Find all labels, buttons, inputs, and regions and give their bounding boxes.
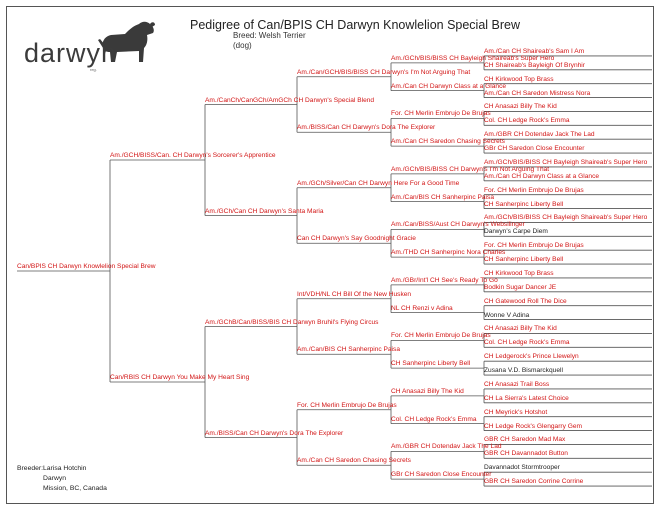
pedigree-node-gen3: Am./Can/GCH/BIS/BISS CH Darwyn's I'm Not Arguing That xyxy=(297,68,471,76)
pedigree-node-gen5: CH Kirkwood Top Brass xyxy=(484,269,554,277)
pedigree-node-gen5: CH Anasazi Trail Boss xyxy=(484,380,550,388)
pedigree-node-gen2: Am./BISS/Can CH Darwyn's Dora The Explorer xyxy=(205,429,344,437)
breeder-location: Mission, BC, Canada xyxy=(43,485,107,492)
pedigree-node-gen4: For. CH Merlin Embrujo De Brujas xyxy=(391,110,491,118)
pedigree-node-gen4: Am./GCh/BIS/BISS CH Bayleigh Shaireab's Super Hero xyxy=(391,54,555,62)
pedigree-node-gen5: CH Sanherpinc Liberty Bell xyxy=(484,256,564,264)
pedigree-node-gen5: For. CH Merlin Embrujo De Brujas xyxy=(484,242,584,250)
breeder-name: Larisa Hotchin xyxy=(43,465,87,472)
pedigree-node-gen4: CH Anasazi Billy The Kid xyxy=(391,387,464,395)
pedigree-node-gen5: Col. CH Ledge Rock's Emma xyxy=(484,339,570,347)
pedigree-node-gen0: Can/BPIS CH Darwyn Knowlelion Special Brew xyxy=(17,263,156,270)
pedigree-node-gen2: Am./CanCh/CanGCh/AmGCh CH Darwyn's Special Blend xyxy=(205,96,375,104)
pedigree-node-gen5: GBR CH Davannadot Button xyxy=(484,450,568,458)
pedigree-node-gen3: Am./BISS/Can CH Darwyn's Dora The Explorer xyxy=(297,124,436,132)
pedigree-node-gen5: CH Gatewood Roll The Dice xyxy=(484,297,567,305)
pedigree-node-gen4: Am./THD CH Sanherpinc Nora Charles xyxy=(391,249,506,257)
pedigree-node-gen1: Can/RBIS CH Darwyn You Make My Heart Sing xyxy=(110,374,250,381)
pedigree-node-gen3: Am./Can/BIS CH Sanherpinc Paisa xyxy=(297,346,400,354)
pedigree-node-gen5: GBr CH Saredon Close Encounter xyxy=(484,145,585,153)
pedigree-node-gen5: Am./GCh/BIS/BISS CH Bayleigh Shaireab's Super Hero xyxy=(484,214,648,222)
sex-label: (dog) xyxy=(233,41,252,50)
pedigree-node-gen5: Zusana V.D. Bismarckquell xyxy=(484,367,563,375)
pedigree-node-gen5: Davannadot Stormtrooper xyxy=(484,464,560,472)
pedigree-node-gen5: Wonne V Adina xyxy=(484,311,530,319)
pedigree-node-gen3: For. CH Merlin Embrujo De Brujas xyxy=(297,401,397,409)
pedigree-node-gen5: CH Shaireab's Bayleigh Of Brynhir xyxy=(484,61,585,69)
breeder-label: Breeder: xyxy=(17,465,44,472)
pedigree-node-gen4: Am./GBr/Int'l CH See's Ready To Go xyxy=(391,276,498,284)
pedigree-node-gen5: Col. CH Ledge Rock's Emma xyxy=(484,117,570,125)
pedigree-node-gen5: CH Meyrick's Hotshot xyxy=(484,408,548,416)
pedigree-node-gen4: Am./Can/BISS/Aust CH Darwyn's Websilinger xyxy=(391,221,525,229)
pedigree-node-gen5: CH Anasazi Billy The Kid xyxy=(484,103,557,111)
pedigree-node-gen4: For. CH Merlin Embrujo De Brujas xyxy=(391,332,491,340)
breeder-kennel: Darwyn xyxy=(43,475,67,482)
pedigree-node-gen5: CH Anasazi Billy The Kid xyxy=(484,325,557,333)
pedigree-node-gen4: Col. CH Ledge Rock's Emma xyxy=(391,415,477,423)
pedigree-node-gen4: Am./Can CH Darwyn Class at a Glance xyxy=(391,82,507,90)
pedigree-node-gen4: Am./Can CH Saredon Chasing Secrets xyxy=(391,138,505,146)
pedigree-node-gen3: Int/VDH/NL CH Bill Of the New Husken xyxy=(297,290,412,298)
pedigree-node-gen5: CH La Sierra's Latest Choice xyxy=(484,394,569,402)
pedigree-node-gen4: NL CH Renzi v Adina xyxy=(391,304,453,312)
pedigree-node-gen5: GBR CH Saredon Mad Max xyxy=(484,436,566,444)
logo-reg-mark: reg. xyxy=(90,67,97,72)
pedigree-node-gen5: Am./GBR CH Dotendav Jack The Lad xyxy=(484,131,595,139)
pedigree-node-gen4: Am./GBR CH Dotendav Jack The Lad xyxy=(391,443,502,451)
pedigree-node-gen2: Am./GChB/Can/BISS/BIS CH Darwyn Bruhil's Flying Circus xyxy=(205,318,379,326)
breed-label: Breed: Welsh Terrier xyxy=(233,31,306,40)
pedigree-node-gen5: Am./Can CH Darwyn Class at a Glance xyxy=(484,172,600,180)
pedigree-node-gen5: CH Ledgerock's Prince Llewelyn xyxy=(484,353,579,361)
pedigree-node-gen5: CH Kirkwood Top Brass xyxy=(484,75,554,83)
pedigree-node-gen2: Am./GCh/Can CH Darwyn's Santa Maria xyxy=(205,207,324,215)
pedigree-node-gen3: Am./Can CH Saredon Chasing Secrets xyxy=(297,457,411,465)
pedigree-node-gen4: GBr CH Saredon Close Encounter xyxy=(391,471,492,479)
pedigree-node-gen5: Bodkin Sugar Dancer JE xyxy=(484,283,557,291)
pedigree-node-gen5: Am./GCh/BIS/BISS CH Bayleigh Shaireab's Super Hero xyxy=(484,158,648,166)
pedigree-node-gen4: Am./Can/BIS CH Sanherpinc Paisa xyxy=(391,193,494,201)
logo-wordmark: darwyn xyxy=(24,38,118,68)
pedigree-node-gen4: Am./GCh/BIS/BISS CH Darwyn's I'm Not Arguing That xyxy=(391,165,550,173)
pedigree-node-gen3: Am./GCh/Silver/Can CH Darwyn Here For a Good Time xyxy=(297,179,460,187)
pedigree-node-gen5: Am./Can CH Shaireab's Sam I Am xyxy=(484,47,585,55)
pedigree-node-gen3: Can CH Darwyn's Say Goodnight Gracie xyxy=(297,235,416,243)
pedigree-node-gen5: Darwyn's Carpe Diem xyxy=(484,228,548,236)
pedigree-node-gen4: CH Sanherpinc Liberty Bell xyxy=(391,360,471,368)
pedigree-node-gen5: CH Sanherpinc Liberty Bell xyxy=(484,200,564,208)
pedigree-node-gen1: Am./GCH/BISS/Can. CH Darwyn's Sorcerer's Apprentice xyxy=(110,152,276,159)
pedigree-node-gen5: Am./Can CH Saredon Mistress Nora xyxy=(484,89,591,97)
page-title: Pedigree of Can/BPIS CH Darwyn Knowlelion Special Brew xyxy=(190,18,521,32)
pedigree-node-gen5: For. CH Merlin Embrujo De Brujas xyxy=(484,186,584,194)
pedigree-node-gen5: CH Ledge Rock's Glengarry Gem xyxy=(484,422,583,430)
pedigree-node-gen5: GBR CH Saredon Corrine Corrine xyxy=(484,478,584,486)
